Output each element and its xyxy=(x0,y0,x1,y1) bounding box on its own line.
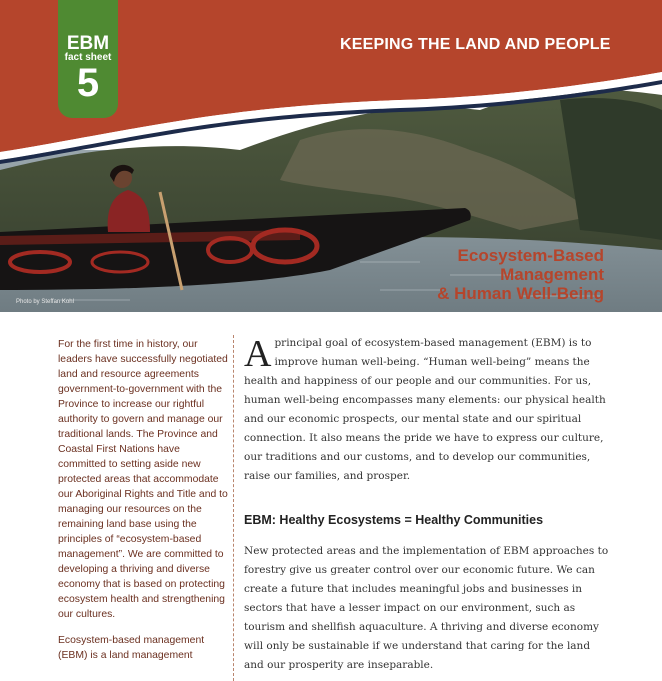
sidebar-column xyxy=(58,337,230,674)
badge-number: 5 xyxy=(76,61,100,105)
page-title: KEEPING THE LAND AND PEOPLE xyxy=(340,36,611,53)
intro-text: principal goal of ecosystem-based management (EBM) is to improve human well-being. “Human well-being” means the health and happiness of our people and our communities. For us, human well-being encompasses many elements: our physical health and our economic prospects, our mental state and our spiritual connection. It also means the pride we have to express our culture, our traditions and our customs, and to develop our communities, raise our families, and prosper. xyxy=(244,337,606,482)
badge-ebm-label: EBM xyxy=(66,33,110,54)
photo-credit: Photo by Steffan Kohl xyxy=(16,299,74,305)
main-column xyxy=(244,334,610,675)
drop-cap: A xyxy=(244,333,272,375)
fact-sheet-badge xyxy=(58,0,118,118)
hero-heading-line: Management xyxy=(500,265,604,284)
body-paragraph: New protected areas and the implementation of EBM approaches to forestry give us greater control over our economic future. We can create a future that includes meaningful jobs and businesses in sectors that have a lesser impact on our environment, such as tourism and shellfish aquaculture. A thriving and diverse economy will only be sustainable if we understand that caring for the land and our prosperity are inseparable. xyxy=(244,545,609,671)
sidebar-paragraph: Ecosystem-based management (EBM) is a land management xyxy=(58,635,205,661)
column-divider xyxy=(233,335,234,681)
section-subheading: EBM: Healthy Ecosystems = Healthy Communities xyxy=(244,513,544,527)
hero-heading xyxy=(437,246,604,303)
badge-fact-sheet-label: fact sheet xyxy=(64,52,112,63)
hero-heading-line: Ecosystem-Based xyxy=(457,246,604,265)
intro-paragraph xyxy=(244,334,610,486)
sidebar-paragraph: For the first time in history, our leaders have successfully negotiated land and resource agreements government-to-government with the Province to increase our rightful authority to govern and manage our traditional lands. The Province and Coastal First Nations have committed to setting aside new protected areas that accommodate our Aboriginal Rights and Title and to managing our resources on the remaining land base using the principles of “ecosystem-based management”. We are committed to developing a thriving and diverse economy that is based on protecting ecosystem health and strengthening our cultures. xyxy=(58,339,228,620)
hero-heading-line: & Human Well-Being xyxy=(437,284,604,303)
